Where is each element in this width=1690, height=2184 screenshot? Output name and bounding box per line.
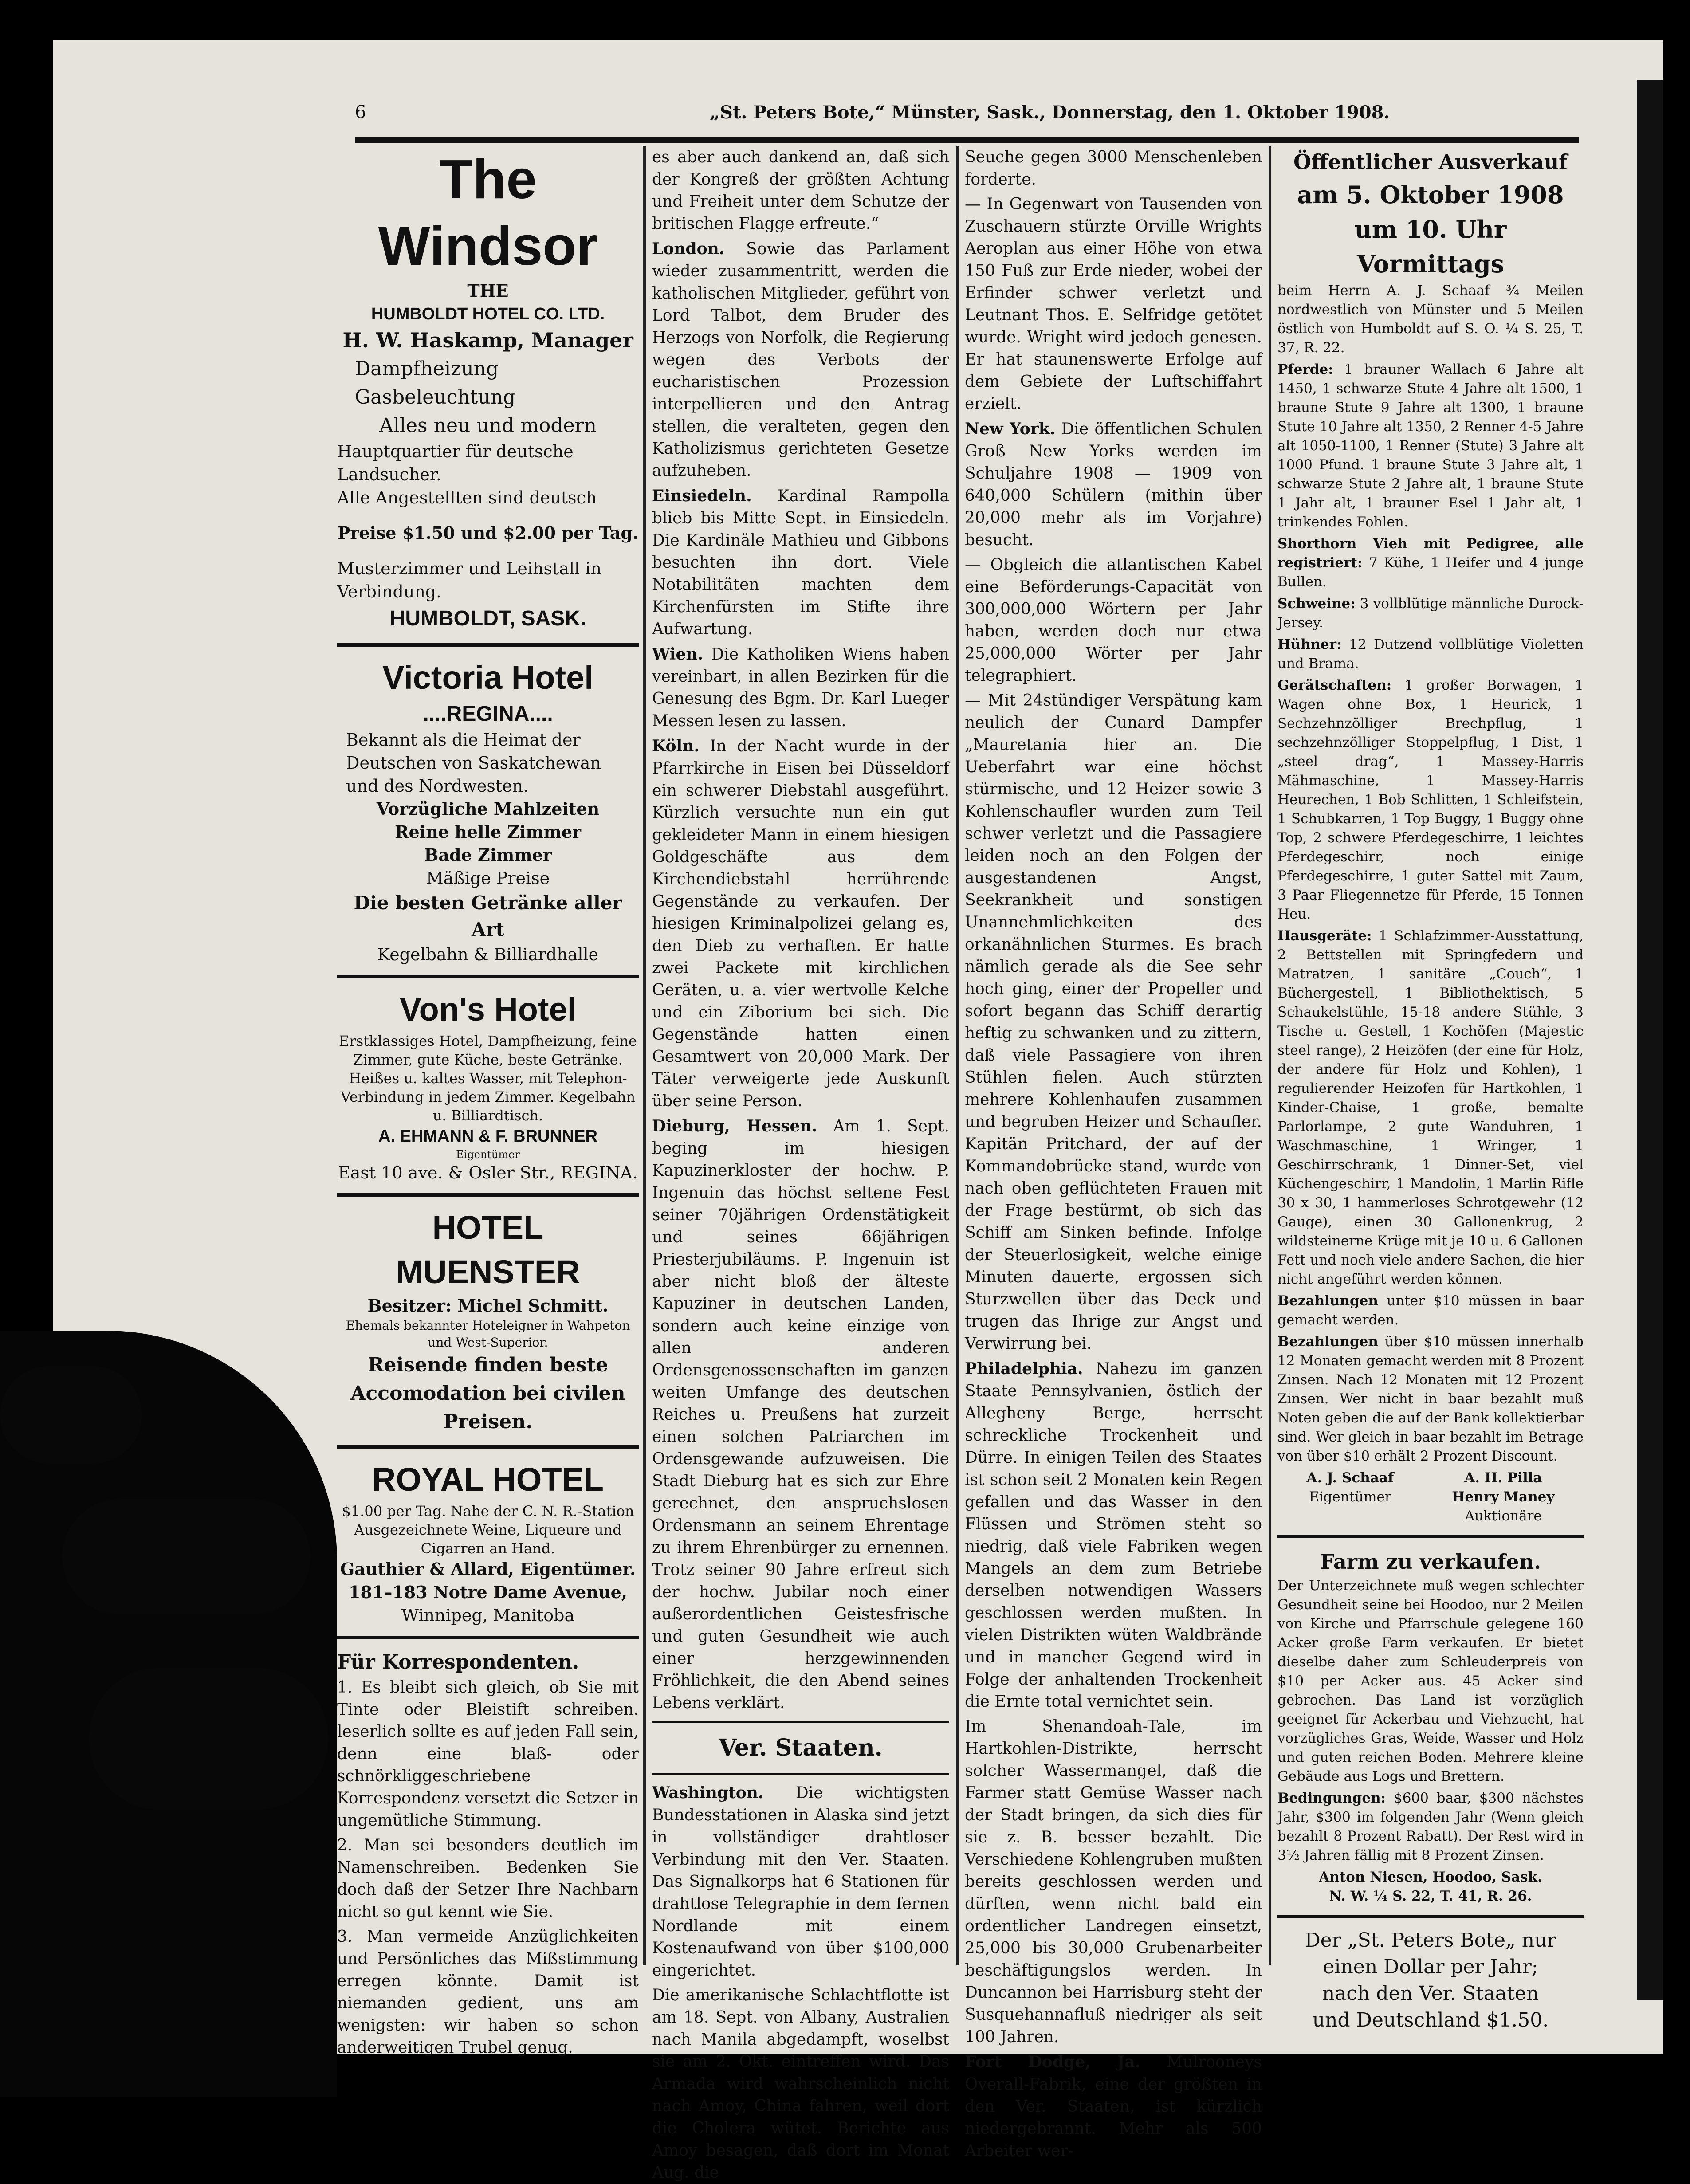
article-philadelphia-lead: Philadelphia. [965,1359,1083,1378]
page-header [355,102,1561,133]
auction-bez2: über $10 müssen innerhalb 12 Monaten gemacht werden mit 8 Prozent Zinsen. Nach 12 Monaten mit 12 Prozent Zinsen. Wer nicht in baar bezahlt muß Noten geben die auf der Bank kollektierbar sind. Wer gleich in baar bezahlt im Betrage von über $10 erhält 2 Prozent Discount. [1277,1334,1584,1464]
ad-royal-address: 181–183 Notre Dame Avenue, [349,1582,627,1602]
column-notices [1277,146,1584,2031]
ad-windsor-line2: Alle Angestellten sind deutsch [337,488,597,507]
farm-bed: $600 baar, $300 nächstes Jahr, $300 im folgenden Jahr (Wenn gleich bezahlt 8 Prozent Rabatt). Der Rest wird in 3½ Jahren fällig mit 8 Prozent Zinsen. [1277,1790,1584,1863]
farm-location: N. W. ¼ S. 22, T. 41, R. 26. [1329,1888,1532,1904]
ad-vons [337,987,639,1184]
article-wien-lead: Wien. [652,645,704,664]
column-news-2 [652,146,950,2182]
article-philadelphia-text: Nahezu im ganzen Staate Pennsylvanien, östlich der Allegheny Berge, herrscht schreckliche Trockenheit und Dürre. In einigen Teilen des Staates ist schon seit 2 Monaten kein Regen gefallen und das Wasser in den Flüssen und Strömen steht so niedrig, daß viele Fabriken wegen Mangels an dem zum Betriebe derselben notwendigen Wassers geschlossen werden mußten. In vielen Distrikten wüten Waldbrände und in mancher Gegend wird in Folge der anhaltenden Trockenheit die Ernte total vernichtet sein. [965,1360,1262,1711]
auction-sig2-name2: Henry Maney [1452,1489,1555,1505]
auction-haus: 1 Schlafzimmer-Ausstattung, 2 Bettstellen mit Springfedern und Matratzen, 1 sanitäre „Couch“, 1 Büchergestell, 1 Bibliothektisch, 5 Schaukelstühle, 15-18 andere Stühle, 3 Tische u. Gestell, 1 Kochöfen (Majestic steel range), 2 Heizöfen (der eine für Holz, der andere für Holz und Kohlen), 1 regulierender Heizofen für Hartkohlen, 1 Kinder-Chaise, 1 große, bemalte Parlorlampe, 2 gute Wanduhren, 1 Waschmaschine, 1 Wringer, 1 Geschirrschrank, 1 Dinner-Set, viel Küchengeschirr, 1 Mandolin, 1 Marlin Rifle 30 x 30, 1 hammerloses Schrotgewehr (12 Gauge), einen 30 Gallonenkrug, 2 wildsteinerne Krüge mit je 10 u. 6 Gallonen Fett und noch viele andere Sachen, die hier nicht angeführt werden können. [1277,928,1584,1287]
ad-windsor-manager: H. W. Haskamp, Manager [342,328,633,352]
ad-windsor-prices: Preise $1.50 und $2.00 per Tag. [337,523,639,543]
ad-victoria-f1: Vorzügliche Mahlzeiten [376,799,600,819]
farm-bed-lead: Bedingungen: [1277,1790,1386,1806]
divider [652,1721,949,1723]
article-dieburg-lead: Dieburg, Hessen. [652,1117,817,1135]
article-dampfer: — Mit 24stündiger Verspätung kam neulich der Cunard Dampfer „Mauretania hier an. Die Ueberfahrt war eine höchst stürmische, und 12 Heizer sowie 3 Kohlenschaufler wurden zum Teil schwer verletzt und die Passagiere leiden noch an den Folgen der ausgestandenen Angst, Seekrankheit und sonstigen Unannehmlichkeiten des orkanähnlichen Sturmes. Es brach nämlich gerade als die See sehr hoch ging, einer der Propeller und sofort begann das Schiff derartig heftig zu schwanken und zu zittern, daß viele Passagiere von ihren Stühlen fielen. Auch stürzten mehrere Kohlenhaufen zusammen und begruben Heizer und Schaufler. Kapitän Pritchard, der auf der Kommandobrücke stand, wurde von nach oben geflüchteten Frauen mit der Frage bestürmt, ob sich das Schiff am Sinken befinde. Infolge der Steuerlosigkeit, welche einige Minuten dauerte, ergossen sich Sturzwellen über das Deck und trugen das Ihrige zur Angst und Verwirrung bei. [965,691,1262,1353]
ad-royal-owners: Gauthier & Allard, Eigentümer. [340,1559,636,1579]
auction-sig1-role: Eigentümer [1309,1489,1391,1505]
ad-muenster-slogan: Reisende finden beste Accomodation bei civilen Preisen. [350,1354,625,1433]
divider [337,1636,639,1639]
auction-bez2-lead: Bezahlungen [1277,1334,1378,1350]
ad-muenster [337,1206,639,1436]
column-rule [956,146,959,1965]
auction-bez1: unter $10 müssen in baar gemacht werden. [1277,1293,1584,1328]
article-p0: es aber auch dankend an, daß sich der Kongreß der größten Achtung und Freiheit unter dem Schutze der britischen Flagge erfreute.“ [652,148,949,233]
article-philadelphia [965,1358,1262,1713]
auction-title: Öffentlicher Ausverkauf [1293,150,1568,174]
ad-vons-owners: A. EHMANN & F. BRUNNER [378,1127,597,1146]
article-newyork [965,418,1262,551]
article-newyork-text: Die öffentlichen Schulen Groß New Yorks werden im Schuljahre 1908 — 1909 von 640,000 Schülern (mithin über 20,000 mehr als im Vorjahre) besucht. [965,420,1262,549]
ad-victoria-f5: Die besten Getränke aller Art [354,892,622,940]
ad-vons-address: East 10 ave. & Osler Str., REGINA. [338,1163,638,1182]
ad-victoria-f4: Mäßige Preise [426,868,550,888]
ad-royal [337,1457,639,1627]
ad-victoria-f6: Kegelbahn & Billiardhalle [377,945,599,964]
korrespondenten-title: Für Korrespondenten. [337,1651,579,1673]
column-news-3 [965,146,1262,2160]
ad-victoria-f2: Reine helle Zimmer [394,822,582,842]
article-kabel: — Obgleich die atlantischen Kabel eine Beförderungs-Capacität von 300,000,000 Wörtern per Jahr haben, werden doch nur etwa 25,000,000 Wörter per Jahr telegraphiert. [965,556,1262,685]
auction-geraet: 1 großer Borwagen, 1 Wagen ohne Box, 1 Heurick, 1 Sechzehnzölliger Brechpflug, 1 sechzehnzölliger Stoppelpflug, 1 Dist, 1 „steel drag“, 1 Massey-Harris Mähmaschine, 1 Massey-Harris Heurechen, 1 Bob Schlitten, 1 Schleifstein, 1 Schubkarren, 1 Top Buggy, 1 Buggy ohne Top, 2 schwere Pferdegeschirre, 1 leichtes Pferdegeschirr, noch einige Pferdegeschirre, 1 guter Sattel mit Zaum, 3 Paar Fliegennetze für Pferde, 15 Tonnen Heu. [1277,677,1584,922]
finger-occlusion [89,1668,328,1810]
ad-windsor-the: THE [467,281,509,301]
article-einsiedeln-lead: Einsiedeln. [652,487,752,505]
ad-vons-desc: Erstklassiges Hotel, Dampfheizung, feine Zimmer, gute Küche, beste Getränke. Heißes u. kaltes Wasser, mit Telephon-Verbindung in jedem Zimmer. Kegelbahn u. Billiardtisch. [339,1033,637,1124]
ad-windsor-line3: Musterzimmer und Leihstall in Verbindung. [337,559,601,601]
finger-occlusion [62,1499,310,1614]
ad-windsor-feature3: Alles neu und modern [379,414,597,437]
divider [337,643,639,647]
ad-royal-name: ROYAL HOTEL [372,1461,604,1498]
auction-sig2-role: Auktionäre [1464,1508,1542,1524]
article-washington [652,1782,949,1982]
auction-bez1-lead: Bezahlungen [1277,1293,1378,1309]
auction-date: am 5. Oktober 1908 [1297,181,1564,209]
column-rule [1269,146,1271,1965]
article-wien-text: Die Katholiken Wiens haben vereinbart, in allen Bezirken für die Genesung des Bgm. Dr. Karl Lueger Messen lesen zu lassen. [652,645,949,730]
divider [652,1773,949,1775]
auction-schweine-lead: Schweine: [1277,596,1356,612]
ad-windsor-company: HUMBOLDT HOTEL CO. LTD. [371,305,605,323]
ad-muenster-owner: Besitzer: Michel Schmitt. [367,1296,609,1316]
auction-place: beim Herrn A. J. Schaaf ¾ Meilen nordwestlich von Münster und 5 Meilen östlich von Humboldt auf S. O. ¼ S. 25, T. 37, R. 22. [1277,283,1584,356]
page-binding [1637,80,1663,2000]
article-london [652,238,949,482]
ad-victoria-name: Victoria Hotel [382,659,593,696]
farm-signature: Anton Niesen, Hoodoo, Sask. [1319,1869,1542,1885]
farm-text: Der Unterzeichnete muß wegen schlechter Gesundheit seine bei Hoodoo, nur 2 Meilen von Kirche und Pfarrschule gelegene 160 Acker große Farm verkaufen. Er bietet dieselbe daher zum Schleuderpreis von $10 per Acker aus. 45 Acker sind gebrochen. Das Land ist vorzüglich geeignet für Ackerbau und Viehzucht, hat vorzügliches Gras, Weide, Wasser und Holz und guten reichen Boden. Mehrere kleine Gebäude aus Logs und Brettern. [1277,1578,1584,1784]
korrespondenten-p1: 1. Es bleibt sich gleich, ob Sie mit Tinte oder Bleistift schreiben. leserlich sollte es auf jeden Fall sein, denn eine blaß- oder schnörkliggeschriebene Korrespondenz versetzt die Setzer in ungemütliche Stimmung. [337,1678,639,1830]
divider [1277,1535,1584,1538]
article-washington-text: Die wichtigsten Bundesstationen in Alaska sind jetzt in vollständiger drahtloser Verbindung mit den Ver. Staaten. Das Signalkorps hat 6 Stationen für drahtlose Telegraphie in dem fernen Nordlande mit einem Kostenaufwand von über $100,000 eingerichtet. [652,1784,949,1980]
divider [337,1193,639,1197]
auction-signatures [1277,1469,1584,1526]
auction-vieh-lead: Shorthorn Vieh mit Pedigree, alle registriert: [1277,536,1584,571]
ad-vons-owners-label: Eigentümer [456,1148,520,1161]
article-london-text: Sowie das Parlament wieder zusammentritt, werden die katholischen Mitglieder, geführt von Lord Talbot, dem Bruder des Herzogs von Norfolk, die Regierung wegen des Verbots der eucharistischen Prozession interpellieren und den Antrag stellen, die veralteten, gegen den Katholizismus gerichteten Gesetze aufzuheben. [652,240,950,480]
article-washington-lead: Washington. [652,1783,764,1802]
article-newyork-lead: New York. [965,420,1056,438]
page-number: 6 [355,102,366,122]
divider [1277,1915,1584,1918]
ad-windsor [337,146,639,634]
ad-windsor-feature1: Dampfheizung [355,357,499,380]
article-dieburg [652,1115,949,1714]
article-koeln [652,735,949,1112]
article-flotte: Die amerikanische Schlachtflotte ist am 18. Sept. von Albany, Australien nach Manila abgedampft, woselbst sie am 2. Okt. eintreffen wird. Das Armada wird wahrscheinlich nicht nach Amoy, China fahren, weil dort die Cholera wütet. Berichte aus Amoy besagen, daß dort im Monat Aug. die [652,1986,949,2182]
subscription-notice: Der „St. Peters Bote„ nur einen Dollar per Jahr; nach den Ver. Staaten und Deutschland $1.50. [1305,1929,1556,2031]
article-fortdodge [965,2051,1262,2162]
auction-huehner-lead: Hühner: [1277,636,1342,652]
ad-windsor-line1: Hauptquartier für deutsche Landsucher. [337,442,574,484]
korrespondenten-p3: 3. Man vermeide Anzüglichkeiten und Persönliches das Mißstimmung erregen könnte. Damit ist niemanden gedient, uns am wenigsten: wir haben so schon anderweitigen Trubel genug. [337,1928,639,2057]
auction-huehner: 12 Dutzend vollblütige Violetten und Brama. [1277,636,1584,672]
auction-time: um 10. Uhr Vormittags [1354,215,1507,278]
ad-victoria-desc: Bekannt als die Heimat der Deutschen von Saskatchewan und des Nordwesten. [346,730,601,796]
korrespondenten-p2: 2. Man sei besonders deutlich im Namenschreiben. Bedenken Sie doch daß der Setzer Ihre Nachbarn nicht so gut kennt wie Sie. [337,1836,639,1921]
article-koeln-text: In der Nacht wurde in der Pfarrkirche in Eisen bei Düsseldorf ein schwerer Diebstahl ausgeführt. Kürzlich versuchte nun ein gut gekleideter Mann in einem hiesigen Goldgeschäfte aus dem Kirchendiebstahl herrührende Gegenstände zu verkaufen. Der hiesigen Kriminalpolizei gelang es, den Dieb zu verhaften. Er hatte zwei Packete mit kirchlichen Geräten, u. a. vier wertvolle Kelche und ein Ziborium bei sich. Die Gegenstände hatten einen Gesamtwert von 20,000 Mark. Der Täter verweigerte jede Auskunft über seine Person. [652,737,949,1110]
ad-windsor-city: HUMBOLDT, SASK. [389,607,586,630]
ad-victoria-city: ....REGINA.... [423,702,553,726]
ad-royal-desc: $1.00 per Tag. Nahe der C. N. R.-Station Ausgezeichnete Weine, Liqueure und Cigarren an Hand. [342,1503,634,1557]
auction-vieh: 7 Kühe, 1 Heifer und 4 junge Bullen. [1277,555,1584,590]
header-rule [355,137,1579,143]
ad-windsor-name: The Windsor [378,149,598,277]
column-rule [643,146,646,1965]
auction-sig1-name: A. J. Schaaf [1306,1470,1394,1486]
article-dieburg-text: Am 1. Sept. beging im hiesigen Kapuzinerkloster der hochw. P. Ingenuin das höchst seltene Fest seiner 70jährigen Ordenstätigkeit und seines 66jährigen Priesterjubiläums. P. Ingenuin ist aber nicht bloß der älteste Kapuziner in deutschen Landen, sondern auch keine einzige von allen anderen Ordensgenossenschaften im ganzen weiten Umfange des deutschen Reiches u. Preußens hat zurzeit einen solchen Patriarchen im Ordensgewande aufzuweisen. Die Stadt Dieburg hat es sich zur Ehre gerechnet, den anspruchslosen Ordensmann an seinem Ehrentage zu ihrem Ehrenbürger zu ernennen. Trotz seiner 90 Jahre erfreut sich der hochw. Jubilar noch einer außerordentlichen Geistesfrische und guten Gesundheit wie auch einer herzgewinnenden Fröhlichkeit, die den Abend seines Lebens verklärt. [652,1117,949,1712]
article-fortdodge-lead: Fort Dodge, Ja. [965,2053,1141,2071]
ad-victoria-f3: Bade Zimmer [424,845,552,865]
article-fortdodge-text: Mulrooneys Overall-Fabrik, eine der größten in den Ver. Staaten, ist kürzlich niedergebrannt. Mehr als 500 Arbeiter wer- [965,2053,1262,2160]
auction-sig2-name: A. H. Pilla [1464,1470,1542,1486]
auction-geraet-lead: Gerätschaften: [1277,677,1392,693]
farm-title: Farm zu verkaufen. [1320,1550,1541,1574]
ad-victoria [337,656,639,966]
article-wright: — In Gegenwart von Tausenden von Zuschauern stürzte Orville Wrights Aeroplan aus einer Höhe von etwa 150 Fuß zur Erde nieder, wobei der Erfinder schwer verletzt und Leutnant Thos. E. Selfridge getötet wurde. Wright wird jedoch genesen. Er hat staunenswerte Erfolge auf dem Gebiete der Luftschiffahrt erzielt. [965,195,1262,413]
finger-occlusion [0,1366,142,1464]
auction-pferde: 1 brauner Wallach 6 Jahre alt 1450, 1 schwarze Stute 4 Jahre alt 1500, 1 braune Stute 9 Jahre alt 1300, 1 braune Stute 10 Jahre alt 1350, 2 Renner 4-5 Jahre alt 1050-1100, 1 Renner (Stute) 3 Jahre alt 1000 Pfund. 1 braune Stute 3 Jahre alt, 1 schwarze Stute 2 Jahre alt, 1 braune Stute 1 Jahr alt, 1 brauner Esel 1 Jahr alt, 1 trinkendes Fohlen. [1277,361,1584,530]
divider [337,1445,639,1449]
column-ads [337,146,639,2057]
article-einsiedeln-text: Kardinal Rampolla blieb bis Mitte Sept. in Einsiedeln. Die Kardinäle Mathieu und Gibbons besuchten ihn dort. Viele Notabilitäten machten dem Kirchenfürsten im Stifte ihre Aufwartung. [652,487,949,638]
ad-vons-name: Von's Hotel [399,991,577,1028]
article-london-lead: London. [652,240,725,258]
ad-muenster-desc: Ehemals bekannter Hoteleigner in Wahpeton und West-Superior. [346,1318,630,1350]
ad-windsor-feature2: Gasbeleuchtung [355,386,516,409]
article-seuche: Seuche gegen 3000 Menschenleben forderte. [965,148,1262,189]
korrespondenten-section [337,1648,639,2059]
auction-schweine: 3 vollblütige männliche Durock-Jersey. [1277,596,1584,631]
section-title-verstaaten: Ver. Staaten. [719,1734,883,1761]
ad-royal-city: Winnipeg, Manitoba [401,1606,575,1625]
ad-muenster-name: HOTEL MUENSTER [396,1209,580,1290]
divider [337,975,639,978]
auction-haus-lead: Hausgeräte: [1277,928,1372,944]
auction-pferde-lead: Pferde: [1277,361,1333,377]
article-wien [652,643,949,732]
masthead: „St. Peters Bote,“ Münster, Sask., Donnerstag, den 1. Oktober 1908. [710,102,1390,123]
article-einsiedeln [652,485,949,640]
article-shenandoah: Im Shenandoah-Tale, im Hartkohlen-Distrikte, herrscht solcher Wassermangel, daß die Farmer statt Gemüse Wasser nach der Stadt bringen, da sich dies für sie z. B. besser bezahlt. Die Verschiedene Kohlengruben mußten bereits geschlossen werden und dürften, wenn nicht bald ein ordentlicher Landregen einsetzt, 25,000 bis 30,000 Grubenarbeiter beschäftigungslos werden. In Duncannon bei Harrisburg steht der Susquehannafluß niedriger als seit 100 Jahren. [965,1717,1262,2046]
article-koeln-lead: Köln. [652,737,700,755]
